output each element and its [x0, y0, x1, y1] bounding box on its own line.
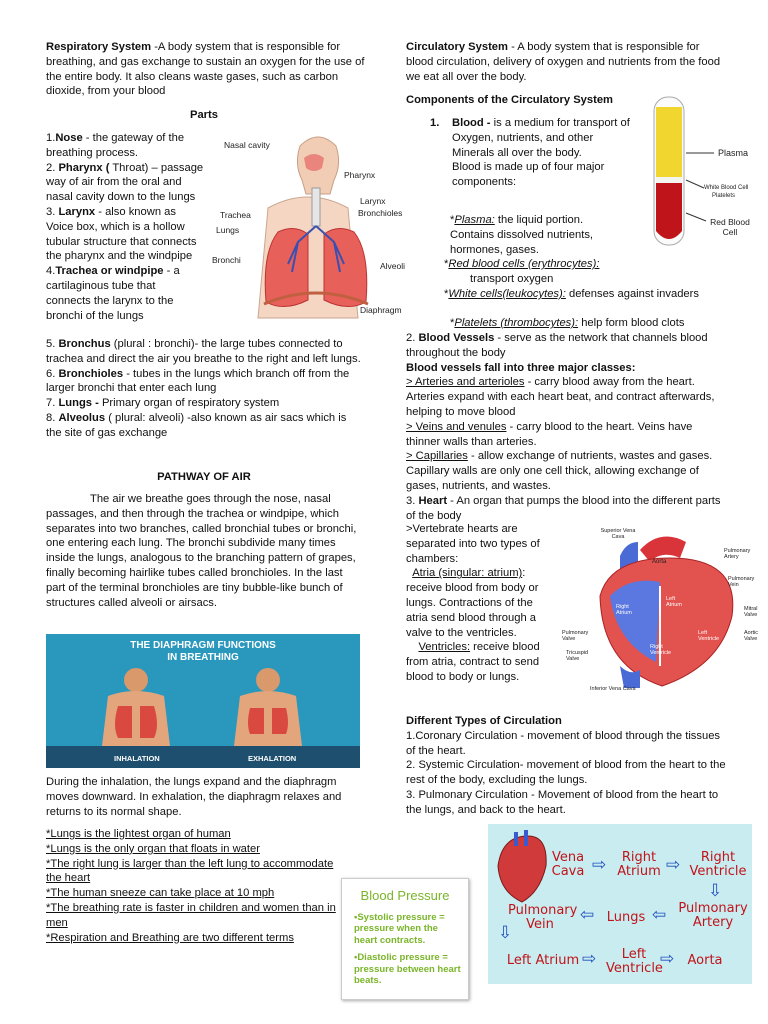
flow-arrow-left-icon: ⇦	[652, 905, 667, 924]
fact-item: *Lungs is the only organ that floats in water	[46, 842, 260, 855]
tube-label-wbc: White Blood Cell	[704, 185, 749, 191]
lung-label-larynx: Larynx	[360, 196, 386, 206]
lung-label-trachea: Trachea	[220, 210, 251, 220]
diaphragm-title-line1: THE DIAPHRAGM FUNCTIONS	[130, 640, 276, 651]
tube-label-platelets: Platelets	[712, 193, 736, 199]
heart-label-pulmonary-artery: Pulmonary Artery	[724, 548, 751, 560]
lung-label-diaphragm: Diaphragm	[360, 305, 402, 315]
fact-item: *Respiration and Breathing are two different terms	[46, 931, 294, 944]
diaphragm-figure	[46, 634, 360, 768]
respiratory-diagram	[208, 128, 408, 328]
lung-label-pharynx: Pharynx	[344, 170, 376, 180]
fact-item: *The human sneeze can take place at 10 mph	[46, 887, 275, 900]
flow-left-atrium: Left Atrium	[506, 953, 580, 968]
heart-label-aortic-valve: Aortic Valve	[744, 630, 759, 642]
diaphragm-paragraph: During the inhalation, the lungs expand and the diaphragm moves downward. In exhalation, the diaphragm relaxes and returns to its normal shape.	[46, 776, 342, 818]
chambers-text	[406, 522, 552, 685]
part-item-trachea: 4.Trachea or windpipe - a cartilaginous tube that connects the larynx to the bronchi of the lungs	[46, 265, 180, 322]
heart-label-ivc: Inferior Vena Cava	[590, 686, 636, 692]
facts-list	[46, 827, 342, 945]
flow-right-ventricle: Right Ventricle	[689, 850, 747, 879]
flow-arrow-icon: ⇨	[666, 855, 681, 874]
tube-label-plasma: Plasma	[718, 148, 749, 158]
part-item-alveolus: 8. Alveolus ( plural: alveoli) -also known as air sacs which is the site of gas exchange	[46, 411, 347, 439]
ventricles-item: Ventricles: receive blood from atria, contract to send blood to body or lungs.	[406, 641, 540, 683]
heart-label-left-atrium: Left Atrium	[666, 596, 682, 608]
rbc-item: *Red blood cells (erythrocytes): transport oxygen	[444, 258, 600, 285]
heart-diagram	[560, 526, 764, 696]
vessels-item: 2. Blood Vessels - serve as the network that channels blood throughout the body	[406, 332, 708, 359]
pathway-paragraph: The air we breathe goes through the nose, nasal passages, and then through the trachea or windpipe, which separates into two branches, called bronchial tubes or bronchi, one entering each lung. The bronchi subdivide many times inside the lungs, analogous to the branching pattern of grapes, finally becoming hairlike tubes called bronchioles. In the last part of the terminal bronchioles are tiny bubble-like bunch of structures called alveoli or airsacs.	[46, 493, 357, 609]
circulation-heading: Different Types of Circulation	[406, 715, 562, 727]
parts-list-lower	[46, 337, 362, 441]
heart-label-right-atrium: Right Atrium	[616, 604, 632, 616]
systolic-item: •Systolic pressure = pressure when the heart contracts.	[354, 911, 445, 946]
flow-lungs: Lungs	[606, 910, 646, 925]
circulation-item: 2. Systemic Circulation- movement of blood from the heart to the rest of the body, excluding the lungs.	[406, 759, 726, 787]
respiratory-intro	[46, 40, 368, 99]
blood-description: Blood - is a medium for transport of Oxygen, nutrients, and other Minerals all over the body. Blood is made up of four major components:	[452, 116, 632, 190]
flow-arrow-icon: ⇨	[582, 949, 597, 968]
heart-label-pulmonary-valve: Pulmonary Valve	[562, 630, 589, 642]
diaphragm-art	[46, 634, 360, 768]
heart-label-mitral-valve: Mitral Valve	[744, 606, 758, 618]
part-item-pharynx: 2. Pharynx ( Throat) – passage way of air from the oral and nasal cavity down to the lungs	[46, 161, 204, 204]
capillaries-item: > Capillaries - allow exchange of nutrients, wastes and gases. Capillary walls are only one cell thick, allowing exchange of gases, nutrients, and wastes.	[406, 450, 713, 492]
part-item-lungs: 7. Lungs - Primary organ of respiratory system	[46, 397, 280, 410]
flow-arrow-left-icon: ⇦	[580, 905, 595, 924]
exhalation-label: EXHALATION	[248, 754, 297, 763]
flow-vena-cava: Vena Cava	[551, 850, 585, 879]
parts-list-upper	[46, 131, 206, 323]
heart-label-left-ventricle: Left Ventricle	[698, 630, 720, 642]
lung-label-bronchi: Bronchi	[212, 255, 241, 265]
flow-aorta: Aorta	[687, 953, 723, 968]
parts-heading: Parts	[190, 109, 218, 121]
respiratory-intro-text: -A body system that is responsible for breathing, and gas exchange to sustain an oxygen for the use of the entire body. It also cleans waste gases, such as carbon dioxide, from your blood	[46, 41, 365, 98]
heart-label-tricuspid-valve: Tricuspid Valve	[566, 650, 589, 662]
plasma-item: *Plasma: the liquid portion. Contains dissolved nutrients, hormones, gases.	[450, 214, 594, 256]
blood-pressure-title: Blood Pressure	[360, 888, 450, 903]
circulation-item: 3. Pulmonary Circulation - Movement of blood from the heart to the lungs, and back to the heart.	[406, 788, 719, 816]
arteries-item: > Arteries and arterioles - carry blood away from the heart. Arteries expand with each heart beat, and contract afterwards, helping to move blood	[406, 376, 715, 418]
components-heading: Components of the Circulatory System	[406, 94, 614, 106]
circulatory-term: Circulatory System	[406, 41, 508, 53]
blood-pressure-box	[341, 878, 469, 1000]
heart-label-svc: Superior Vena Cava	[600, 528, 636, 540]
circulation-section	[406, 714, 728, 818]
blood-num: 1.	[430, 117, 440, 129]
flow-heart-icon	[490, 826, 550, 906]
flow-left-ventricle: Left Ventricle	[606, 947, 663, 976]
heart-item: 3. Heart - An organ that pumps the blood into the different parts of the body	[406, 494, 721, 522]
flow-pulmonary-artery: Pulmonary Artery	[678, 901, 748, 930]
circulatory-intro	[406, 40, 726, 84]
fact-item: *The breathing rate is faster in children and women than in men	[46, 901, 336, 929]
blood-components: Blood is made up of four major components:	[452, 161, 605, 189]
circulation-item: 1.Coronary Circulation - movement of blood through the tissues of the heart.	[406, 729, 721, 757]
part-item-nose: 1.Nose - the gateway of the breathing process.	[46, 132, 185, 159]
fact-item: *Lungs is the lightest organ of human	[46, 828, 231, 840]
fact-item: *The right lung is larger than the left lung to accommodate the heart	[46, 857, 334, 885]
diaphragm-title-line2: IN BREATHING	[167, 652, 239, 663]
platelets-item: *Platelets (thrombocytes): help form blood clots	[450, 317, 685, 329]
heart-label-right-ventricle: Right Ventricle	[650, 644, 672, 656]
heart-label-pulmonary-vein: Pulmonary Vein	[728, 576, 755, 588]
atria-item: Atria (singular: atrium): receive blood from body or lungs. Contractions of the atria send blood through a valve to the ventricles.	[406, 567, 539, 639]
lung-label-nasal-cavity: Nasal cavity	[224, 140, 270, 150]
part-item-bronchioles: 6. Bronchioles - tubes in the lungs which branch off from the larger bronchi that enter each lung	[46, 367, 350, 395]
wbc-item: *White cells(leukocytes): defenses against invaders	[444, 288, 699, 300]
circulatory-intro-text: - A body system that is responsible for blood circulation, delivery of oxygen and nutrients from the food we eat all over the body.	[406, 41, 721, 83]
inhalation-label: INHALATION	[114, 754, 160, 763]
heart-label-aorta: Aorta	[652, 559, 667, 565]
veins-item: > Veins and venules - carry blood to the heart. Veins have thinner walls than arteries.	[406, 420, 693, 448]
circulation-flow-diagram	[488, 824, 752, 984]
blood-tube-figure	[646, 93, 758, 251]
part-item-larynx: 3. Larynx - also known as Voice box, which is a hollow tubular structure that connects the pharynx and the windpipe	[46, 205, 197, 263]
flow-arrow-icon: ⇨	[592, 855, 607, 874]
flow-arrow-down-icon: ⇩	[498, 923, 513, 942]
vessels-classes: Blood vessels fall into three major classes:	[406, 361, 636, 374]
flow-arrow-down-icon: ⇩	[708, 881, 723, 900]
vertebrate-item: >Vertebrate hearts are separated into two types of chambers:	[406, 523, 540, 565]
part-item-bronchus: 5. Bronchus (plural : bronchi)- the large tubes connected to trachea and direct the air you breathe to the right and left lungs.	[46, 338, 361, 365]
blood-vessels-section	[406, 331, 728, 523]
respiratory-term: Respiratory System	[46, 41, 152, 53]
flow-pulmonary-vein: Pulmonary Vein	[508, 903, 578, 932]
lung-label-lungs: Lungs	[216, 225, 240, 235]
flow-right-atrium: Right Atrium	[617, 850, 661, 879]
lung-label-bronchioles: Bronchioles	[358, 208, 403, 218]
diastolic-item: •Diastolic pressure = pressure between heart beats.	[354, 952, 461, 987]
tube-label-rbc: Red Blood Cell	[710, 217, 750, 237]
lung-label-alveoli: Alveoli	[380, 261, 406, 271]
flow-arrow-icon: ⇨	[660, 949, 675, 968]
pathway-heading: PATHWAY OF AIR	[157, 471, 251, 483]
